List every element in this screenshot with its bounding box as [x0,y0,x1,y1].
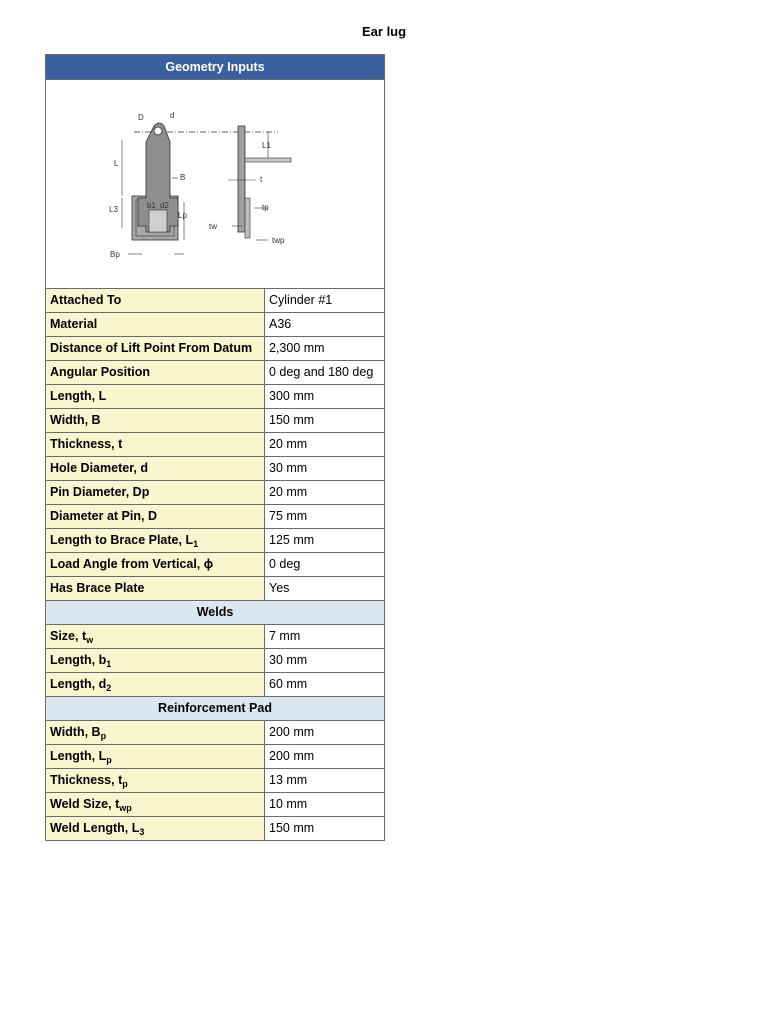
diagram-label-b1: b1 [147,201,156,210]
geometry-value-distance-of-lift-point-from-datum[interactable]: 2,300 mm [265,337,385,361]
pad-label-thickness-tp [46,769,265,793]
geometry-value-width-b[interactable]: 150 mm [265,409,385,433]
table-row [46,361,385,385]
diagram-label-L3: L3 [109,205,118,214]
geometry-inputs-table [45,54,385,841]
row-label-text: Thickness, t [50,437,123,451]
geometry-inputs-header-row [46,55,385,80]
diagram-label-B: B [180,173,186,182]
geometry-value-diameter-at-pin-d[interactable]: 75 mm [265,505,385,529]
diagram-label-t: t [260,175,263,184]
table-row [46,625,385,649]
pad-label-weld-length-l3 [46,817,265,841]
row-label-text: Length, L [50,389,107,403]
pad-label-width-bp [46,721,265,745]
reinforcement-pad-header: Reinforcement Pad [46,697,385,721]
row-label-text: Material [50,317,98,331]
pad-value-thickness-tp[interactable]: 13 mm [265,769,385,793]
pad-label-weld-size-twp [46,793,265,817]
diagram-label-twp: twp [272,236,285,245]
table-row [46,505,385,529]
geometry-label-length-l [46,385,265,409]
geometry-label-attached-to [46,289,265,313]
row-label-text: Distance of Lift Point From Datum [50,341,253,355]
row-label-subscript: p [122,779,128,789]
row-label-text: Has Brace Plate [50,581,145,595]
geometry-label-distance-of-lift-point-from-datum [46,337,265,361]
geometry-value-hole-diameter-d[interactable]: 30 mm [265,457,385,481]
row-label-text: Width, B [50,413,101,427]
geometry-label-length-to-brace-plate-l1 [46,529,265,553]
table-row [46,433,385,457]
geometry-value-load-angle-from-vertical[interactable]: 0 deg [265,553,385,577]
row-label-subscript: 3 [139,827,145,837]
geometry-inputs-header: Geometry Inputs [46,55,385,80]
page-title: Ear lug [362,24,407,39]
table-row [46,409,385,433]
welds-label-length-d2 [46,673,265,697]
welds-value-size-tw[interactable]: 7 mm [265,625,385,649]
diagram-label-tw: tw [209,222,217,231]
diagram-cell [46,80,385,289]
diagram-label-d: d [170,111,175,120]
pad-value-width-bp[interactable]: 200 mm [265,721,385,745]
geometry-value-has-brace-plate[interactable]: Yes [265,577,385,601]
lug-weld-slot [149,210,167,232]
geometry-label-hole-diameter-d [46,457,265,481]
side-view-brace-plate [245,158,291,162]
row-label-subscript: w [86,635,94,645]
geometry-value-pin-diameter-dp[interactable]: 20 mm [265,481,385,505]
diagram-label-d2: d2 [160,201,169,210]
geometry-value-thickness-t[interactable]: 20 mm [265,433,385,457]
row-label-text: Length to Brace Plate, L [50,533,194,547]
row-label-text: Hole Diameter, d [50,461,148,475]
geometry-value-angular-position[interactable]: 0 deg and 180 deg [265,361,385,385]
diagram-label-Bp: Bp [110,250,120,259]
row-label-text: Weld Length, L [50,821,140,835]
table-row [46,673,385,697]
row-label-subscript: p [106,755,112,765]
table-row [46,289,385,313]
diagram-label-L1: L1 [262,141,271,150]
table-row [46,457,385,481]
geometry-label-has-brace-plate [46,577,265,601]
row-label-text: Angular Position [50,365,150,379]
table-row [46,817,385,841]
row-label-text: Diameter at Pin, D [50,509,157,523]
row-label-text: Pin Diameter, Dp [50,485,150,499]
table-row [46,721,385,745]
geometry-label-diameter-at-pin-d [46,505,265,529]
table-row [46,745,385,769]
geometry-label-pin-diameter-dp [46,481,265,505]
ear-lug-diagram [46,80,383,280]
pad-label-length-lp [46,745,265,769]
reinforcement-pad-header-row [46,697,385,721]
geometry-value-length-l[interactable]: 300 mm [265,385,385,409]
diagram-label-tp: tp [262,203,269,212]
table-row [46,337,385,361]
geometry-value-length-to-brace-plate-l1[interactable]: 125 mm [265,529,385,553]
diagram-row [46,80,385,289]
table-row [46,481,385,505]
row-label-text: Load Angle from Vertical, ϕ [50,557,214,571]
row-label-subscript: 1 [106,659,112,669]
row-label-text: Weld Size, t [50,797,120,811]
diagram-label-D: D [138,113,144,122]
welds-value-length-b1[interactable]: 30 mm [265,649,385,673]
table-row [46,577,385,601]
diagram-label-L: L [114,159,119,168]
pad-value-weld-length-l3[interactable]: 150 mm [265,817,385,841]
side-view-lug [238,126,245,232]
table-row [46,313,385,337]
pad-value-length-lp[interactable]: 200 mm [265,745,385,769]
geometry-label-angular-position [46,361,265,385]
row-label-text: Length, L [50,749,107,763]
geometry-label-width-b [46,409,265,433]
table-row [46,769,385,793]
row-label-text: Thickness, t [50,773,123,787]
table-row [46,793,385,817]
row-label-subscript: 1 [193,539,199,549]
row-label-subscript: p [100,731,107,741]
table-row [46,649,385,673]
geometry-label-material [46,313,265,337]
pad-value-weld-size-twp[interactable]: 10 mm [265,793,385,817]
table-row [46,529,385,553]
pin-hole-shape [154,127,162,135]
row-label-text: Size, t [50,629,87,643]
row-label-subscript: 2 [106,683,112,693]
side-view-pad [245,198,250,238]
row-label-text: Width, B [50,725,101,739]
geometry-value-attached-to[interactable]: Cylinder #1 [265,289,385,313]
table-row [46,385,385,409]
welds-label-size-tw [46,625,265,649]
row-label-subscript: wp [119,803,132,813]
geometry-label-load-angle-from-vertical [46,553,265,577]
row-label-text: Attached To [50,293,122,307]
geometry-value-material[interactable]: A36 [265,313,385,337]
welds-value-length-d2[interactable]: 60 mm [265,673,385,697]
geometry-label-thickness-t [46,433,265,457]
row-label-text: Length, b [50,653,107,667]
row-label-text: Length, d [50,677,107,691]
welds-header: Welds [46,601,385,625]
diagram-label-Lp: Lp [178,211,187,220]
welds-label-length-b1 [46,649,265,673]
table-row [46,553,385,577]
welds-header-row [46,601,385,625]
